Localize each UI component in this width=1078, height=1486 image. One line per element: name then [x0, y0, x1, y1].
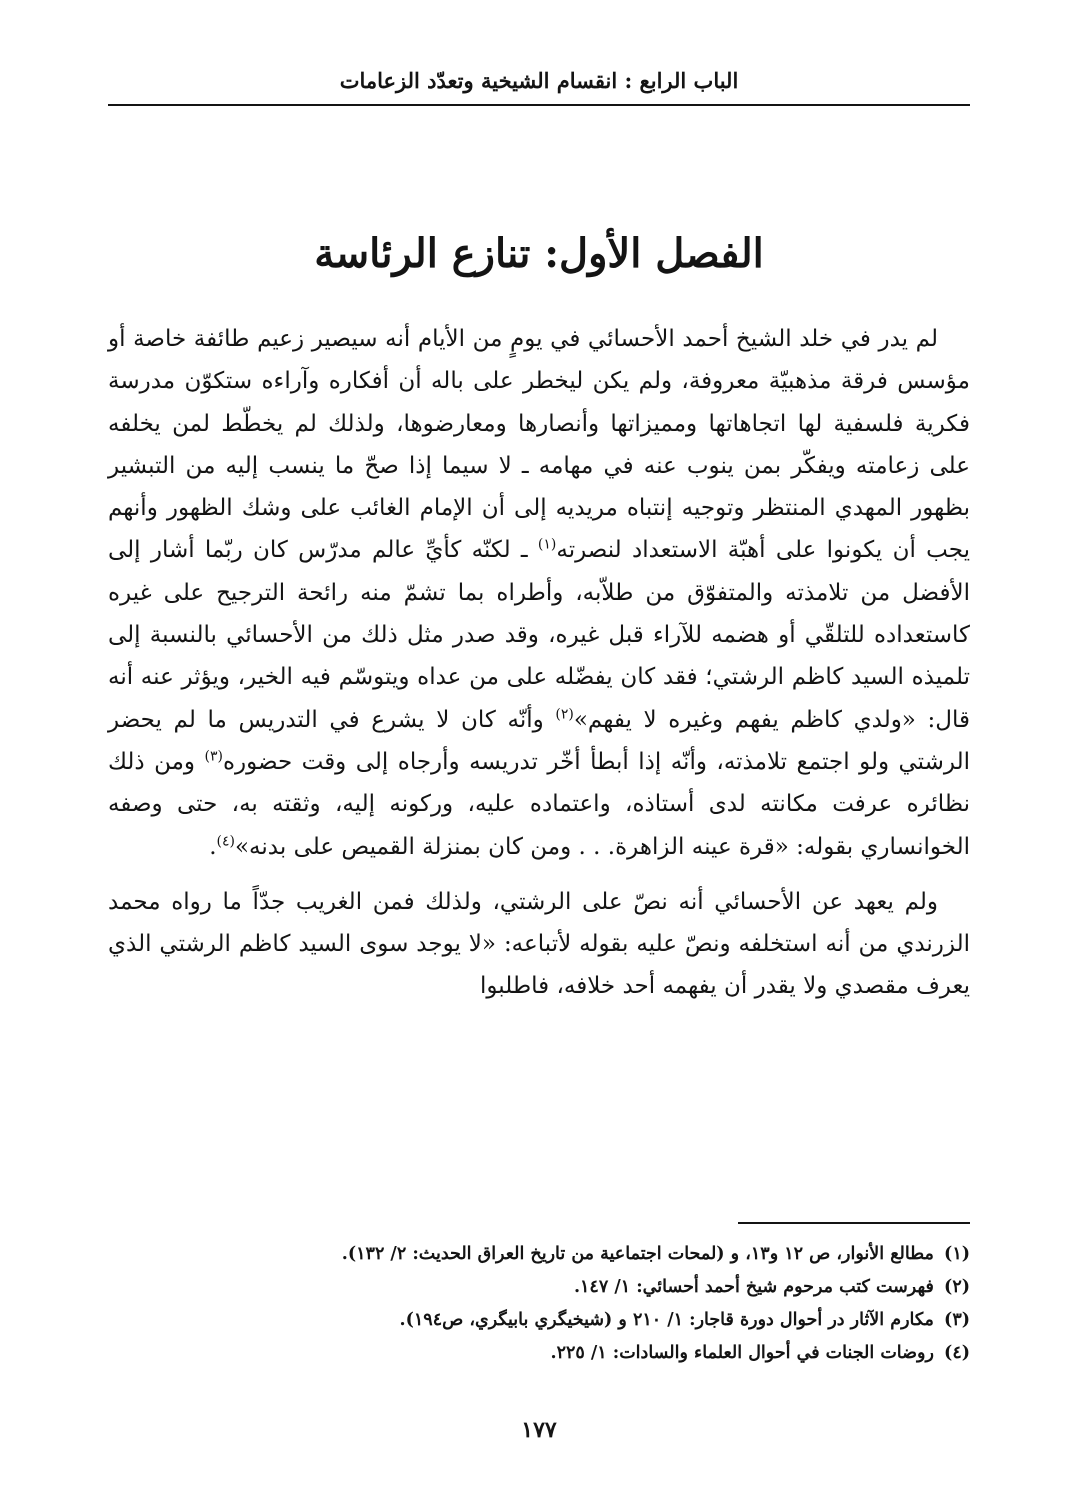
paragraph-1-segment-4: ومن ذلك نظائره عرفت مكانته لدى أستاذه، واعتماده عليه، وركونه إليه، وثقته به، حتى وصفه الخوانساري بقوله: «قرة عينه الزاهرة. . . ومن كان بمنزلة القميص على بدنه»: [108, 748, 970, 860]
footnote-ref-3[interactable]: (٣): [204, 748, 223, 765]
paragraph-1-segment-3: وأنّه كان لا يشرع في التدريس ما لم يحضر الرشتي ولو اجتمع تلامذته، وأنّه إذا أبطأ أخّر تدريسه وأرجاه إلى وقت حضوره: [108, 706, 970, 775]
footnote-text: فهرست كتب مرحوم شيخ أحمد أحسائي: ١/ ١٤٧.: [573, 1277, 934, 1297]
footnotes-list: [108, 1238, 970, 1370]
footnote-item: [108, 1238, 970, 1271]
footnote-number: (٢): [944, 1277, 970, 1297]
footnote-item: [108, 1337, 970, 1370]
footnote-ref-1[interactable]: (١): [537, 536, 557, 553]
footnote-ref-4[interactable]: (٤): [216, 832, 235, 849]
paragraph-1-segment-1: لم يدر في خلد الشيخ أحمد الأحسائي في يومٍ من الأيام أنه سيصير زعيم طائفة خاصة أو مؤسس فرقة مذهبيّة معروفة، ولم يكن ليخطر على باله أن أفكاره وآراءه ستكوّن مدرسة فكرية فلسفية لها اتجاهاتها ومميزاتها وأنصارها ومعارضوها، ولذلك لم يخطّط لمن يخلفه على زعامته ويفكّر بمن ينوب عنه في مهامه ـ لا سيما إذا صحّ ما ينسب إليه من التبشير بظهور المهدي المنتظر وتوجيه إنتباه مريديه إلى أن الإمام الغائب على وشك الظهور وأنهم يجب أن يكونوا على أهبّة الاستعداد لنصرته: [108, 326, 971, 564]
paragraph-1-segment-2: ـ لكنّه كأيِّ عالم مدرّس كان ربّما أشار إلى الأفضل من تلامذته والمتفوّق من طلاّبه، وأطراه بما تشمّ منه رائحة الترجيح على غيره كاستعداده للتلقّي أو هضمه للآراء قبل غيره، وقد صدر مثل ذلك من الأحسائي بالنسبة إلى تلميذه السيد كاظم الرشتي؛ فقد كان يفضّله على من عداه ويتوسّم فيه الخير، ويؤثر عنه أنه قال: «ولدي كاظم يفهم وغيره لا يفهم»: [108, 537, 970, 733]
footnote-item: [108, 1271, 970, 1304]
running-header: الباب الرابع : انقسام الشيخية وتعدّد الزعامات: [339, 68, 739, 93]
paragraph-1-segment-5: .: [209, 833, 217, 860]
paragraph-2: ولم يعهد عن الأحسائي أنه نصّ على الرشتي، ولذلك فمن الغريب جدّاً ما رواه محمد الزرندي من أنه استخلفه ونصّ عليه بقوله لأتباعه: «لا يوجد سوى السيد كاظم الرشتي الذي يعرف مقصدي ولا يقدر أن يفهمه أحد خلافه، فاطلبوا: [108, 888, 970, 1000]
footnote-item: [108, 1304, 970, 1337]
footnote-number: (٣): [944, 1310, 970, 1330]
footnote-number: (٤): [944, 1343, 970, 1363]
page-number: ١٧٧: [521, 1417, 557, 1443]
footnote-text: روضات الجنات في أحوال العلماء والسادات: ١/ ٢٢٥.: [550, 1343, 934, 1363]
body-text: [108, 318, 970, 1008]
paragraph-1: [108, 318, 970, 868]
header-divider: [108, 104, 970, 106]
footnote-number: (١): [944, 1244, 970, 1264]
chapter-title: الفصل الأول: تنازع الرئاسة: [314, 230, 764, 277]
footnote-ref-2[interactable]: (٢): [555, 706, 574, 723]
footnote-divider: [738, 1222, 970, 1224]
footnote-text: مطالع الأنوار، ص ١٢ و١٣، و (لمحات اجتماعية من تاريخ العراق الحديث: ٢/ ١٣٢).: [341, 1244, 934, 1264]
footnote-text: مكارم الآثار در أحوال دورة قاجار: ١/ ٢١٠ و (شيخيگري بابيگري، ص١٩٤).: [399, 1310, 934, 1330]
